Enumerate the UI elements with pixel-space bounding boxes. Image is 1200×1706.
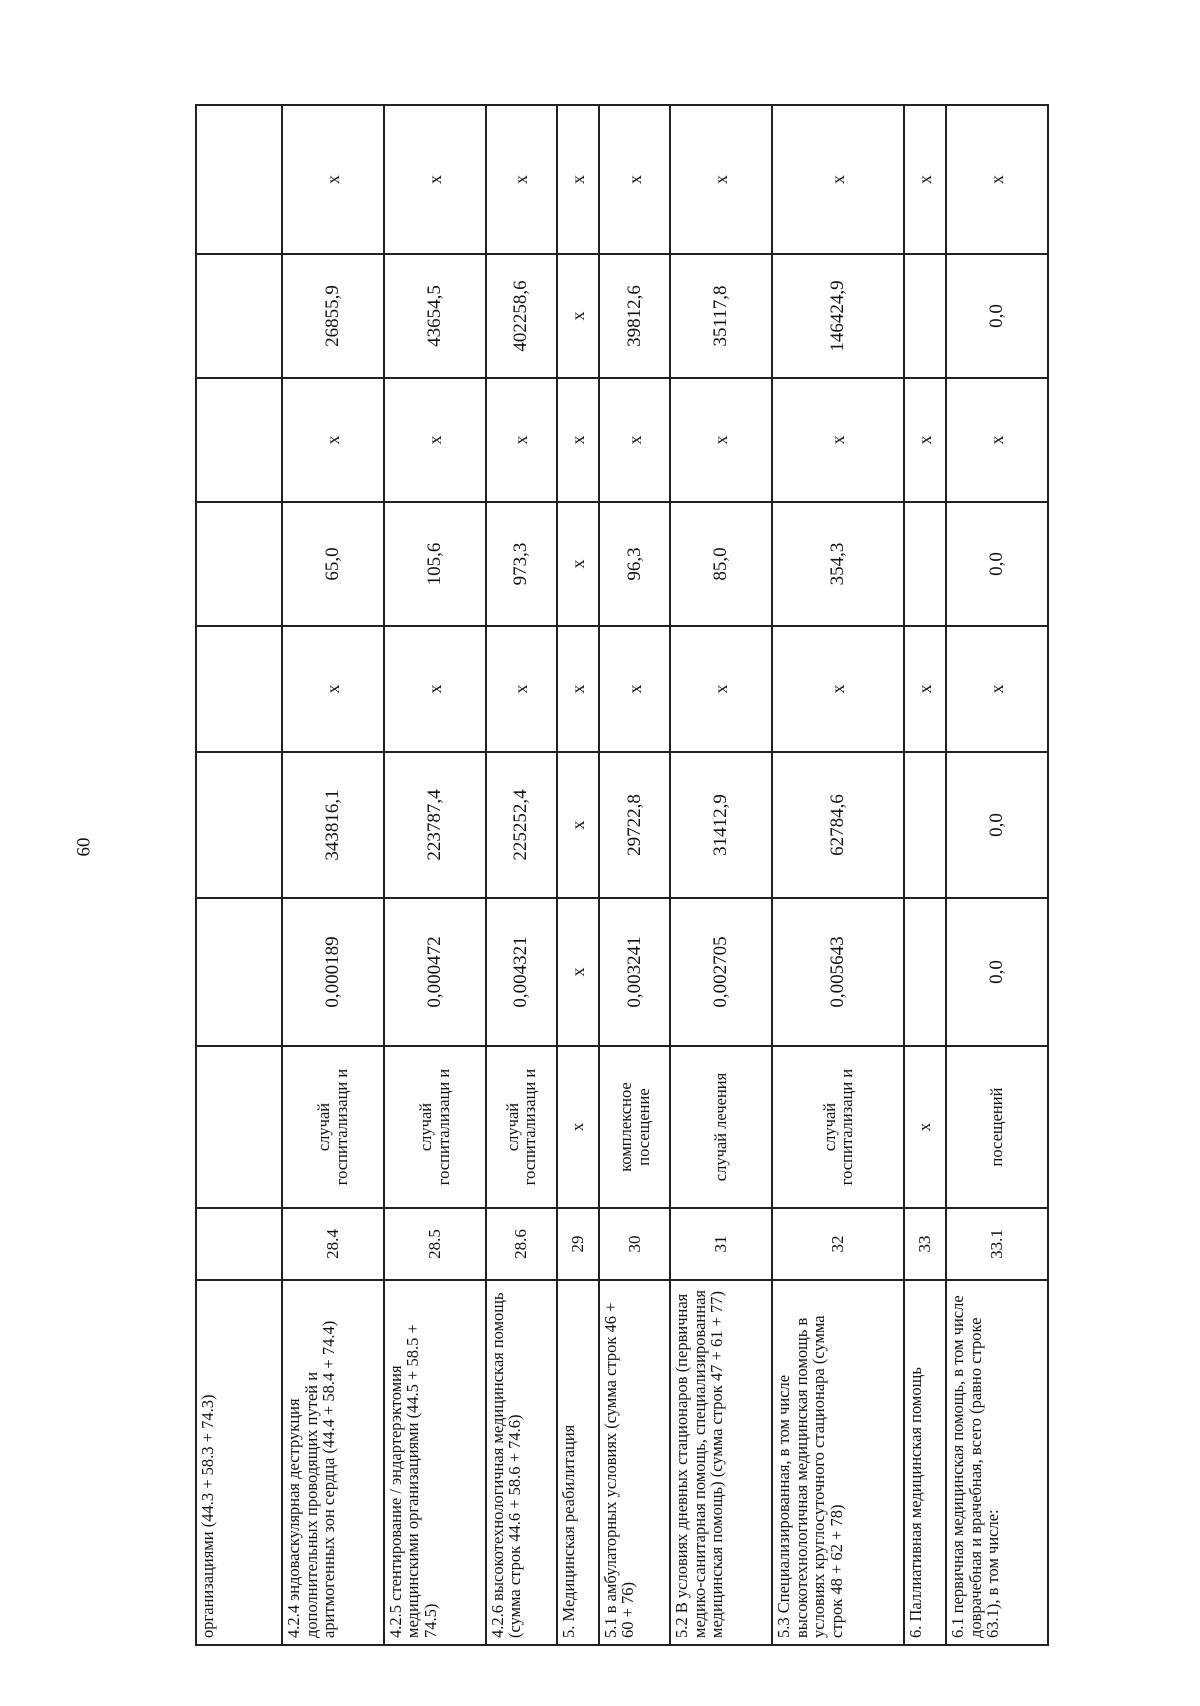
value-cell — [196, 105, 282, 254]
value-cell: х — [282, 378, 384, 502]
table-row — [384, 105, 486, 1645]
row-name: 6.1 первичная медицинская помощь, в том числе доврачебная и врачебная, всего (равно строке 63.1), в том числе: — [946, 1280, 1048, 1645]
line-number: 28.6 — [486, 1208, 557, 1280]
value-cell: х — [946, 105, 1048, 254]
value-cell: х — [670, 378, 772, 502]
value-cell: х — [772, 378, 904, 502]
value-cell: х — [384, 105, 486, 254]
table-row — [670, 105, 772, 1645]
value-cell: 354,3 — [772, 502, 904, 626]
value-cell: х — [904, 626, 946, 752]
value-cell: 146424,9 — [772, 254, 904, 378]
value-cell — [904, 254, 946, 378]
row-name: 5.2 В условиях дневных стационаров (первичная медико-санитарная помощь, специализированная медицинская помощь) (сумма строк 47 + 61 + 77) — [670, 1280, 772, 1645]
value-cell: х — [384, 626, 486, 752]
value-cell: 39812,6 — [599, 254, 670, 378]
row-name: 4.2.6 высокотехнологичная медицинская помощь (сумма строк 44.6 + 58.6 + 74.6) — [486, 1280, 557, 1645]
value-cell — [196, 898, 282, 1046]
unit-cell: посещений — [946, 1046, 1048, 1208]
unit-cell: х — [557, 1046, 599, 1208]
value-cell: 26855,9 — [282, 254, 384, 378]
value-cell: х — [557, 254, 599, 378]
line-number: 32 — [772, 1208, 904, 1280]
data-table — [195, 104, 1049, 1646]
value-cell: х — [557, 752, 599, 898]
value-cell: х — [946, 626, 1048, 752]
value-cell: х — [486, 626, 557, 752]
value-cell: 343816,1 — [282, 752, 384, 898]
value-cell: 62784,6 — [772, 752, 904, 898]
value-cell: х — [772, 105, 904, 254]
line-number: 28.5 — [384, 1208, 486, 1280]
value-cell: 0,0 — [946, 502, 1048, 626]
value-cell: х — [557, 898, 599, 1046]
value-cell: 0,000472 — [384, 898, 486, 1046]
value-cell: х — [557, 626, 599, 752]
unit-cell: случай лечения — [670, 1046, 772, 1208]
value-cell: 0,0 — [946, 752, 1048, 898]
unit-cell: х — [904, 1046, 946, 1208]
rotated-table-wrapper — [195, 106, 1049, 1646]
value-cell: 65,0 — [282, 502, 384, 626]
line-number: 33.1 — [946, 1208, 1048, 1280]
value-cell: 223787,4 — [384, 752, 486, 898]
value-cell: х — [670, 626, 772, 752]
row-name: 4.2.5 стентирование / эндартерэктомия медицинскими организациями (44.5 + 58.5 + 74.5) — [384, 1280, 486, 1645]
unit-cell: случай госпитализаци и — [384, 1046, 486, 1208]
table-row — [599, 105, 670, 1645]
unit-cell: случай госпитализаци и — [486, 1046, 557, 1208]
value-cell: х — [904, 378, 946, 502]
value-cell: х — [486, 105, 557, 254]
table-row — [196, 105, 282, 1645]
row-name: 5. Медицинская реабилитация — [557, 1280, 599, 1645]
row-name: организациями (44.3 + 58.3 + 74.3) — [196, 1280, 282, 1645]
unit-cell — [196, 1046, 282, 1208]
row-name: 5.3 Специализированная, в том числе высокотехнологичная медицинская помощь в условиях круглосуточного стационара (сумма строк 48 + 62 + 78) — [772, 1280, 904, 1645]
value-cell: х — [599, 105, 670, 254]
line-number: 28.4 — [282, 1208, 384, 1280]
table-row — [772, 105, 904, 1645]
value-cell: 402258,6 — [486, 254, 557, 378]
value-cell: 96,3 — [599, 502, 670, 626]
value-cell — [904, 502, 946, 626]
value-cell — [196, 378, 282, 502]
line-number: 29 — [557, 1208, 599, 1280]
value-cell: 0,000189 — [282, 898, 384, 1046]
value-cell: х — [486, 378, 557, 502]
value-cell: 29722,8 — [599, 752, 670, 898]
row-name: 6. Паллиативная медицинская помощь — [904, 1280, 946, 1645]
unit-cell: случай госпитализаци и — [282, 1046, 384, 1208]
value-cell: 0,0 — [946, 898, 1048, 1046]
value-cell: 43654,5 — [384, 254, 486, 378]
value-cell — [904, 898, 946, 1046]
line-number: 31 — [670, 1208, 772, 1280]
page-number: 60 — [73, 837, 95, 857]
value-cell: х — [282, 105, 384, 254]
value-cell: х — [384, 378, 486, 502]
value-cell: х — [599, 378, 670, 502]
value-cell: х — [557, 105, 599, 254]
line-number: 33 — [904, 1208, 946, 1280]
value-cell: 0,003241 — [599, 898, 670, 1046]
value-cell: х — [557, 502, 599, 626]
value-cell: 0,005643 — [772, 898, 904, 1046]
line-number — [196, 1208, 282, 1280]
value-cell: х — [282, 626, 384, 752]
value-cell: х — [599, 626, 670, 752]
value-cell: 0,0 — [946, 254, 1048, 378]
value-cell — [196, 254, 282, 378]
value-cell: х — [557, 378, 599, 502]
value-cell: 973,3 — [486, 502, 557, 626]
value-cell: 105,6 — [384, 502, 486, 626]
unit-cell: случай госпитализаци и — [772, 1046, 904, 1208]
table-row — [557, 105, 599, 1645]
value-cell: 0,004321 — [486, 898, 557, 1046]
table-row — [486, 105, 557, 1645]
value-cell: 0,002705 — [670, 898, 772, 1046]
table-row — [904, 105, 946, 1645]
value-cell: 31412,9 — [670, 752, 772, 898]
unit-cell: комплексное посещение — [599, 1046, 670, 1208]
value-cell: 85,0 — [670, 502, 772, 626]
value-cell: х — [670, 105, 772, 254]
value-cell: 225252,4 — [486, 752, 557, 898]
row-name: 4.2.4 эндоваскулярная деструкция дополнительных проводящих путей и аритмогенных зон сердца (44.4 + 58.4 + 74.4) — [282, 1280, 384, 1645]
table-row — [946, 105, 1048, 1645]
value-cell — [196, 626, 282, 752]
value-cell: х — [904, 105, 946, 254]
value-cell — [196, 502, 282, 626]
value-cell: 35117,8 — [670, 254, 772, 378]
value-cell — [196, 752, 282, 898]
row-name: 5.1 в амбулаторных условиях (сумма строк 46 + 60 + 76) — [599, 1280, 670, 1645]
value-cell: х — [772, 626, 904, 752]
value-cell — [904, 752, 946, 898]
value-cell: х — [946, 378, 1048, 502]
line-number: 30 — [599, 1208, 670, 1280]
table-row — [282, 105, 384, 1645]
